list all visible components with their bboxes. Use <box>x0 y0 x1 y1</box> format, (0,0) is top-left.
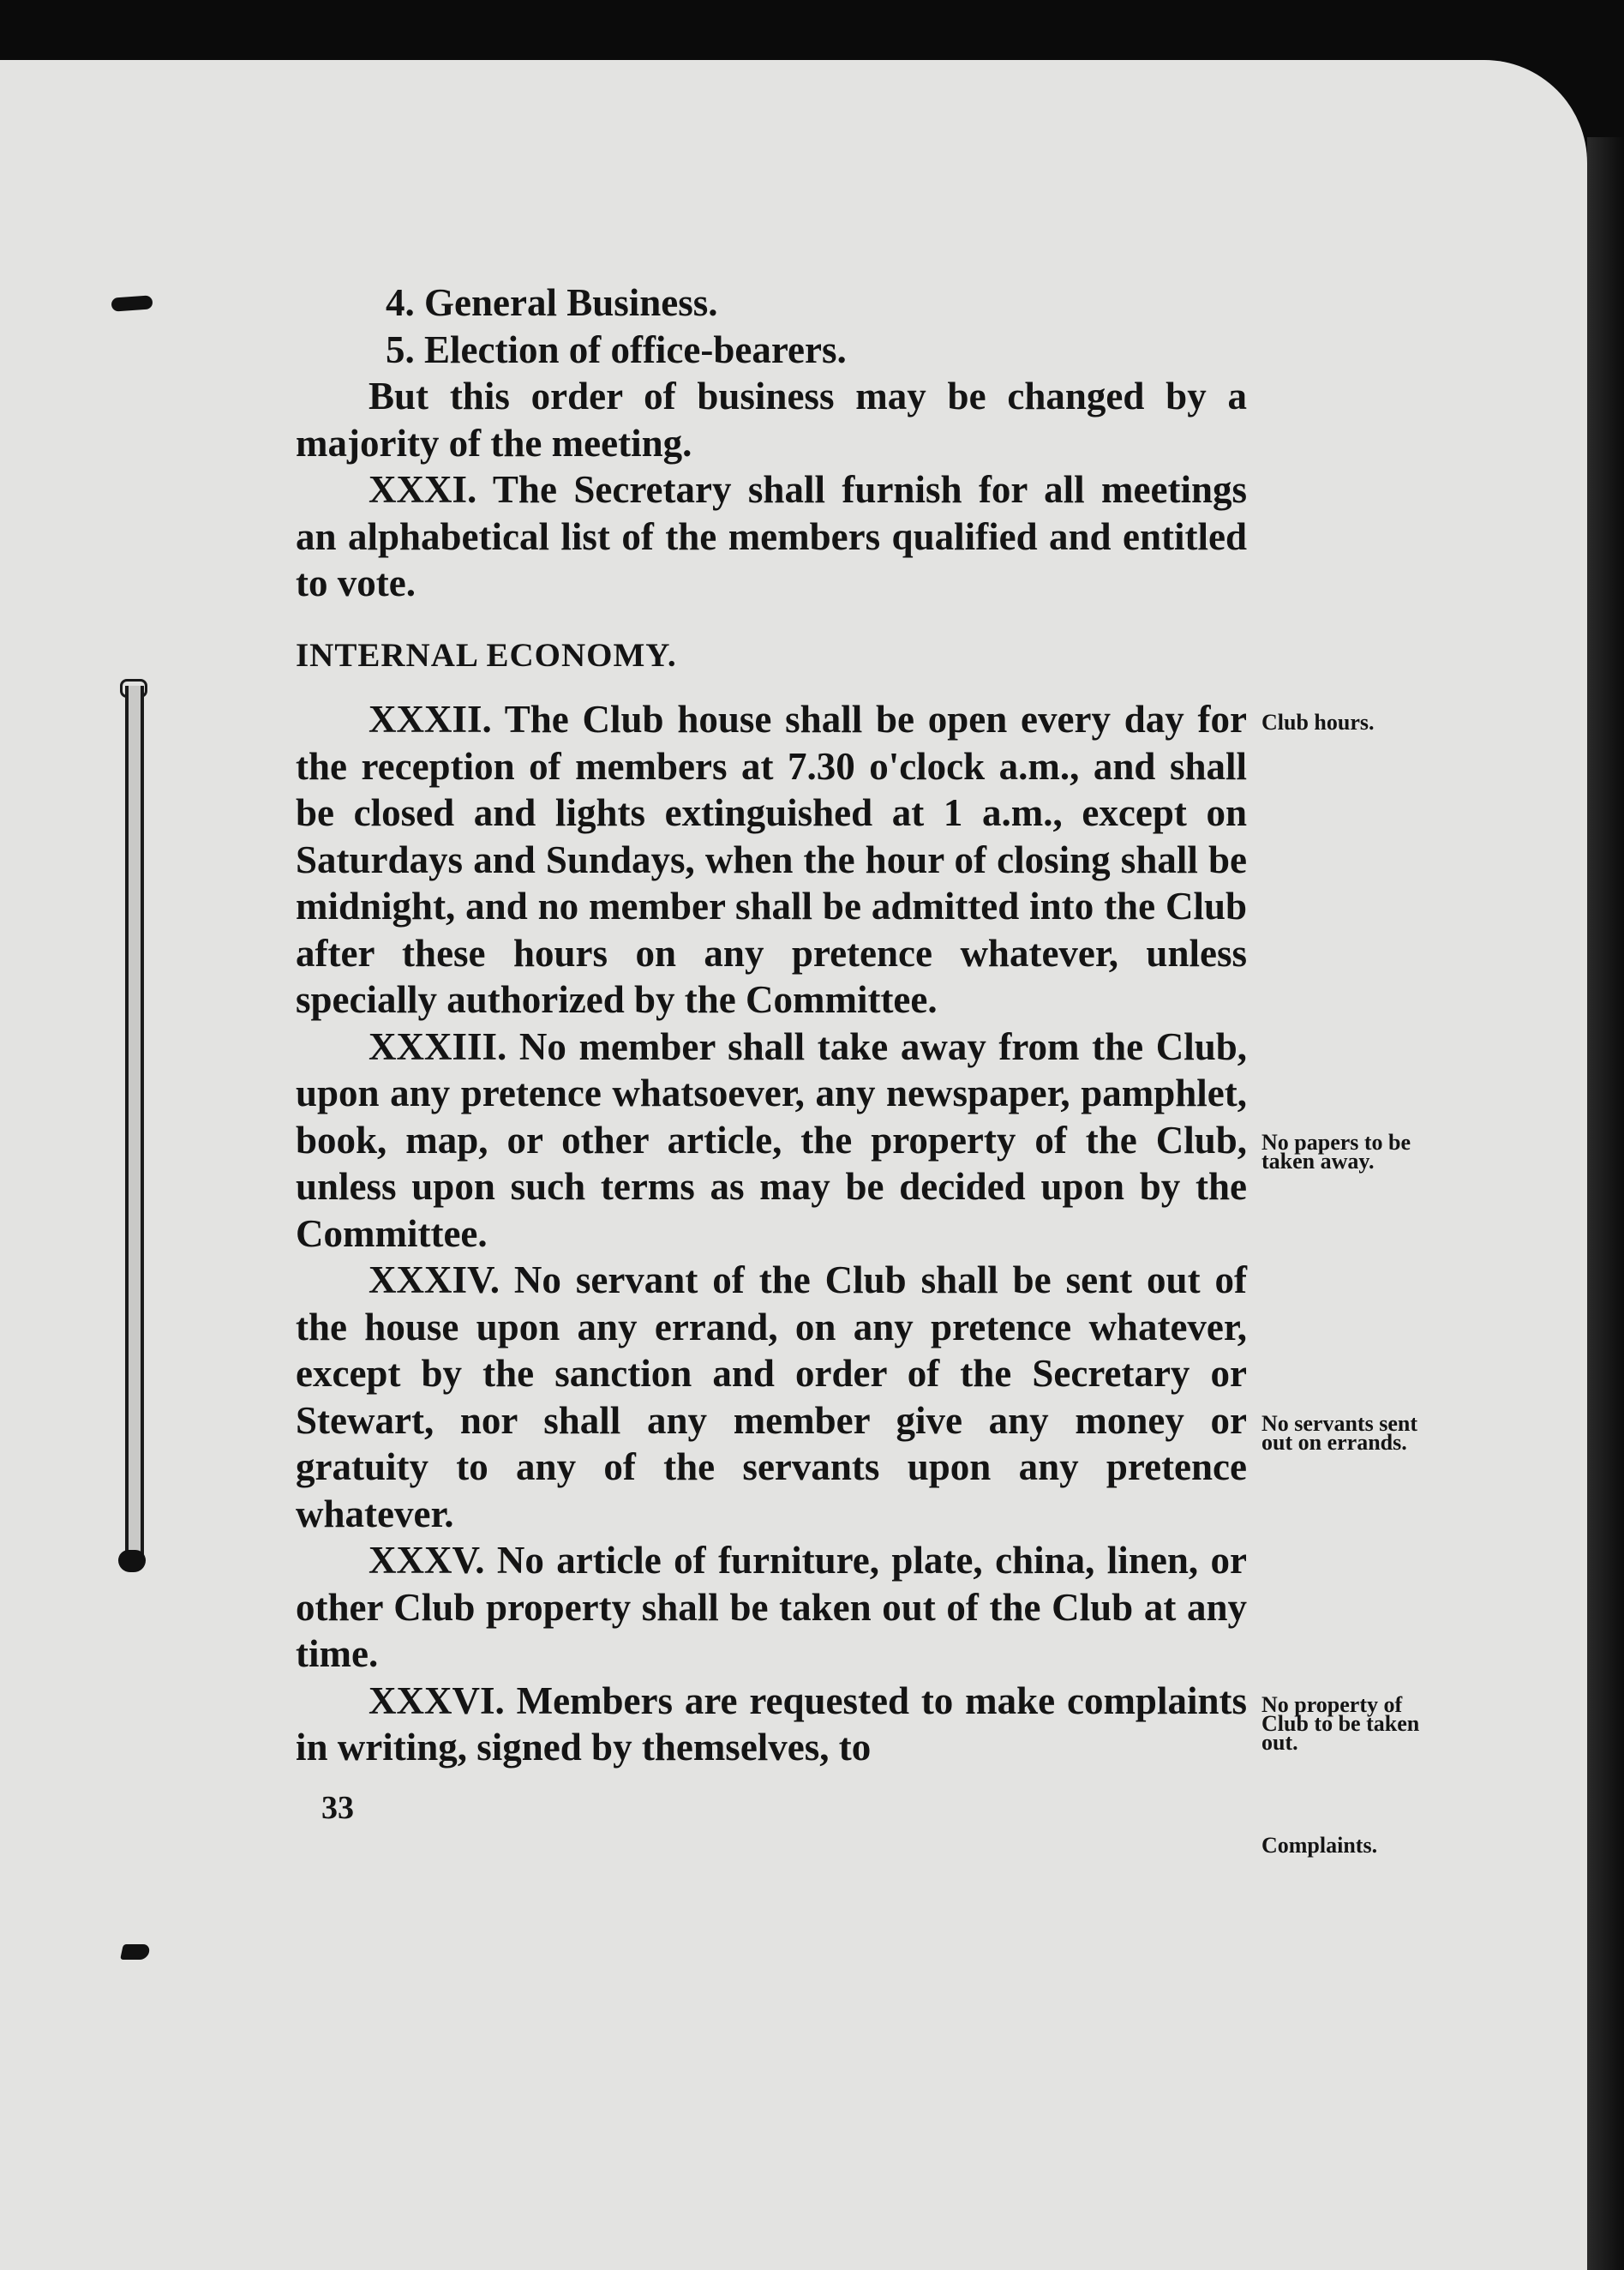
page-number: 33 <box>321 1789 354 1826</box>
section-heading: INTERNAL ECONOMY. <box>296 636 677 674</box>
binding-bar <box>125 686 144 1564</box>
page-edge-shadow <box>1587 137 1624 2270</box>
list-item-general-business: 4. General Business. <box>386 281 718 324</box>
list-item-election: 5. Election of office-bearers. <box>386 327 847 371</box>
rule-xxxvi: XXXVI. Members are requested to make complaints in writing, signed by themselves, to <box>296 1678 1247 1769</box>
page-text <box>296 279 1247 1831</box>
binding-clip-bottom <box>118 1550 146 1572</box>
rule-xxxiv: XXXIV. No servant of the Club shall be sent out of the house upon any errand, on any pretence whatever, except by the sanction and order of the Secretary or Stewart, nor shall any member give any money or gratuity to any of the servants upon any pretence whatever. <box>296 1258 1247 1535</box>
margin-note-complaints: Complaints. <box>1261 1833 1378 1858</box>
binding-mark-top <box>111 295 153 311</box>
margin-note-no-servants: No servants sent out on errands. <box>1261 1411 1417 1455</box>
margin-note-no-papers: No papers to be taken away. <box>1261 1130 1411 1174</box>
margin-note-club-hours: Club hours. <box>1261 710 1375 735</box>
rule-xxxi: XXXI. The Secretary shall furnish for all meetings an alphabetical list of the members qualified and entitled to vote. <box>296 468 1247 604</box>
rule-xxxiii: XXXIII. No member shall take away from the Club, upon any pretence whatsoever, any newspaper, pamphlet, book, map, or other article, the property of the Club, unless upon such terms as may be decided upon by the Committee. <box>296 1024 1247 1255</box>
margin-note-no-property: No property of Club to be taken out. <box>1261 1692 1420 1755</box>
paragraph-order-note: But this order of business may be changed by a majority of the meeting. <box>296 375 1247 465</box>
rule-xxxv: XXXV. No article of furniture, plate, china, linen, or other Club property shall be taken out of the Club at any time. <box>296 1539 1247 1675</box>
rule-xxxii: XXXII. The Club house shall be open every day for the reception of members at 7.30 o'clock a.m., and shall be closed and lights extinguished at 1 a.m., except on Saturdays and Sundays, when the hour of closing shall be midnight, and no member shall be admitted into the Club after these hours on any pretence whatever, unless specially authorized by the Committee. <box>296 698 1247 1021</box>
